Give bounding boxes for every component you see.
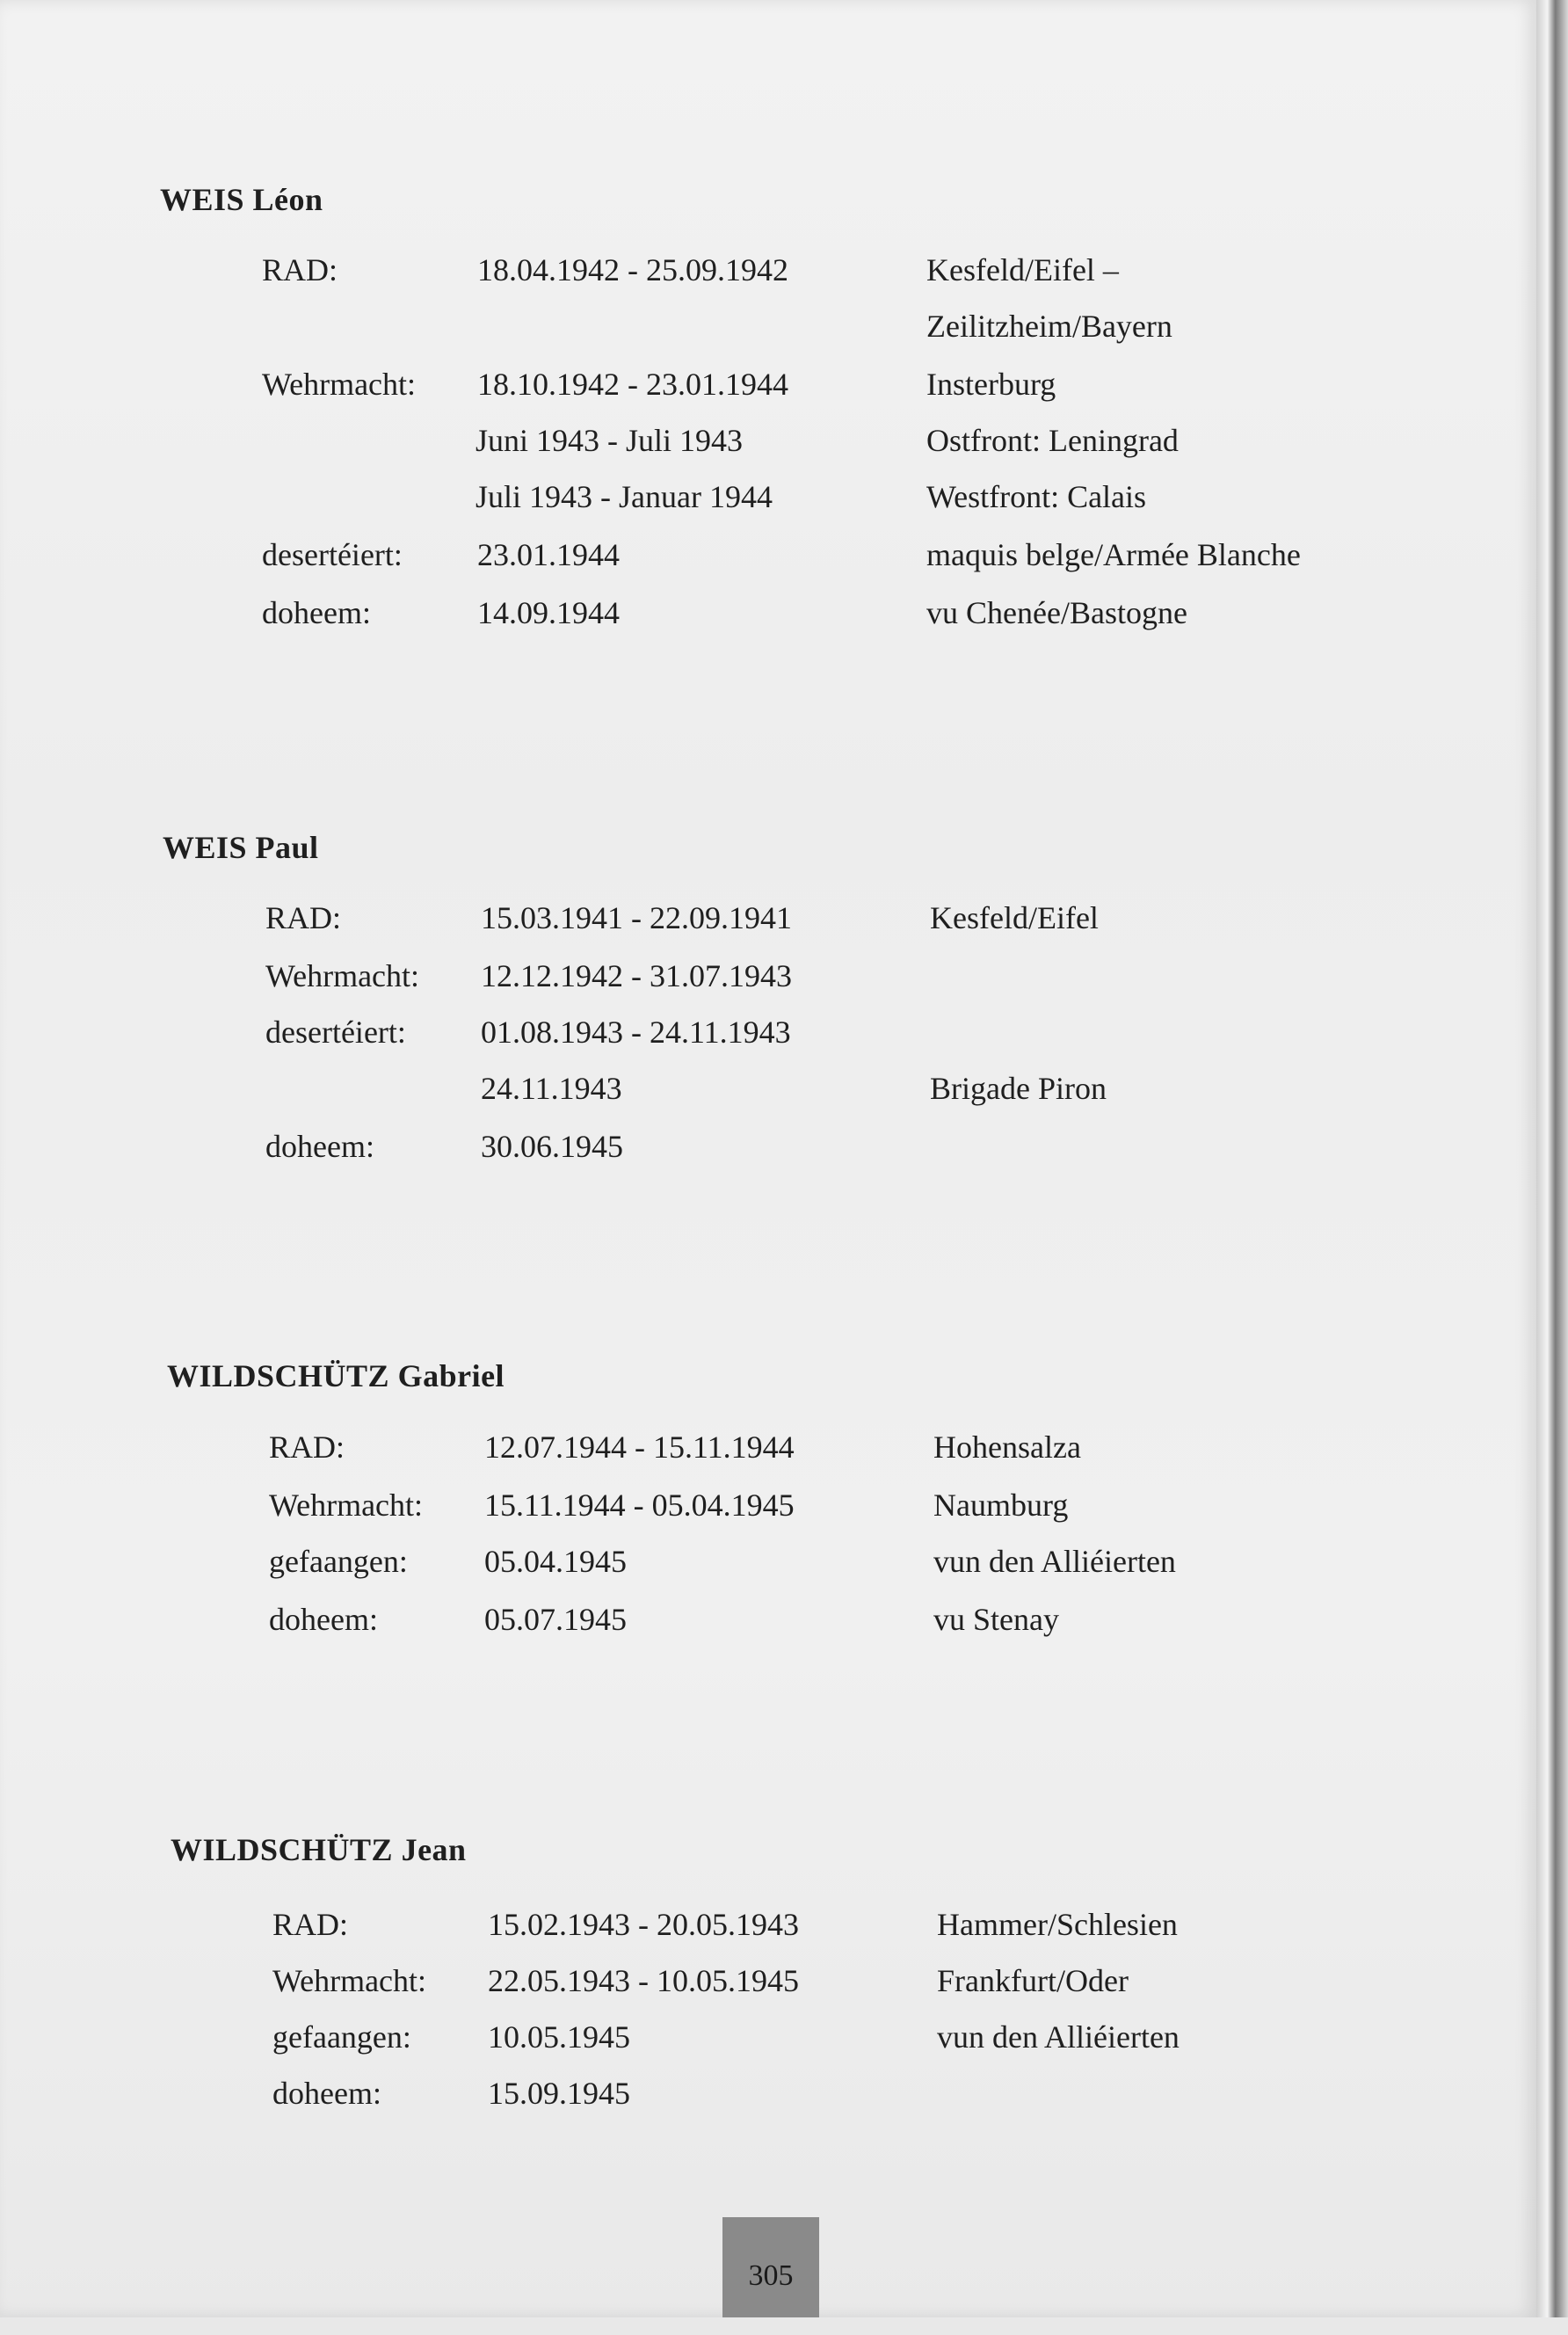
record-place: Hohensalza	[933, 1429, 1081, 1465]
record-date: 30.06.1945	[481, 1129, 623, 1164]
record-date: Juli 1943 - Januar 1944	[475, 479, 773, 514]
record-date: 18.10.1942 - 23.01.1944	[477, 367, 788, 402]
record-date: 22.05.1943 - 10.05.1945	[488, 1963, 799, 1998]
record-date: 05.07.1945	[484, 1602, 627, 1637]
record-place: Insterburg	[926, 367, 1056, 402]
record-label: desertéiert:	[265, 1015, 406, 1050]
record-row	[269, 1419, 1412, 1475]
record-label: gefaangen:	[272, 2019, 411, 2055]
person-name: WEIS Paul	[163, 830, 319, 865]
record-label: RAD:	[269, 1429, 345, 1465]
record-label: doheem:	[265, 1129, 374, 1164]
record-row	[262, 527, 1405, 583]
record-row	[265, 948, 1408, 1004]
record-row	[262, 412, 1405, 469]
record-place: Zeilitzheim/Bayern	[926, 309, 1172, 344]
record-place: Kesfeld/Eifel –	[926, 252, 1119, 287]
page-number: 305	[722, 2217, 819, 2317]
book-edge	[1536, 0, 1568, 2317]
record-place: vu Stenay	[933, 1602, 1059, 1637]
record-date: 15.03.1941 - 22.09.1941	[481, 900, 792, 935]
record-row	[272, 1953, 1415, 2009]
record-place: Kesfeld/Eifel	[930, 900, 1099, 935]
record-date: 01.08.1943 - 24.11.1943	[481, 1015, 791, 1050]
record-row	[265, 890, 1408, 946]
record-place: Naumburg	[933, 1488, 1069, 1523]
record-place: maquis belge/Armée Blanche	[926, 537, 1301, 572]
record-label: Wehrmacht:	[262, 367, 417, 402]
record-row	[262, 585, 1405, 641]
record-label: desertéiert:	[262, 537, 403, 572]
record-label: Wehrmacht:	[269, 1488, 424, 1523]
record-place: Ostfront: Leningrad	[926, 423, 1179, 458]
person-name: WILDSCHÜTZ Gabriel	[167, 1358, 505, 1393]
record-date: Juni 1943 - Juli 1943	[475, 423, 744, 458]
person-name: WILDSCHÜTZ Jean	[171, 1832, 467, 1867]
record-label: RAD:	[262, 252, 338, 287]
record-place: Westfront: Calais	[926, 479, 1147, 514]
record-row	[272, 2009, 1415, 2065]
record-place: Frankfurt/Oder	[937, 1963, 1129, 1998]
record-row	[265, 1118, 1408, 1175]
record-label: RAD:	[272, 1907, 349, 1942]
record-label: doheem:	[262, 595, 371, 630]
record-label: gefaangen:	[269, 1544, 408, 1579]
record-place: Brigade Piron	[930, 1071, 1107, 1106]
record-date: 15.11.1944 - 05.04.1945	[484, 1488, 795, 1523]
record-row	[262, 469, 1405, 525]
record-row	[262, 356, 1405, 412]
record-row	[269, 1477, 1412, 1533]
record-place: vu Chenée/Bastogne	[926, 595, 1187, 630]
record-row	[272, 2065, 1415, 2121]
record-date: 18.04.1942 - 25.09.1942	[477, 252, 788, 287]
record-row	[262, 242, 1405, 298]
record-date: 10.05.1945	[488, 2019, 630, 2055]
record-row	[272, 1896, 1415, 1953]
record-date: 14.09.1944	[477, 595, 620, 630]
record-row	[269, 1533, 1412, 1589]
person-name: WEIS Léon	[160, 182, 323, 217]
record-place: Hammer/Schlesien	[937, 1907, 1178, 1942]
record-row	[265, 1004, 1408, 1060]
record-date: 12.12.1942 - 31.07.1943	[481, 958, 792, 993]
record-label: doheem:	[269, 1602, 378, 1637]
record-date: 15.09.1945	[488, 2076, 630, 2111]
record-date: 24.11.1943	[481, 1071, 622, 1106]
record-date: 12.07.1944 - 15.11.1944	[484, 1429, 795, 1465]
record-row	[262, 298, 1405, 354]
record-row	[269, 1591, 1412, 1648]
record-label: Wehrmacht:	[265, 958, 420, 993]
record-label: doheem:	[272, 2076, 381, 2111]
record-label: Wehrmacht:	[272, 1963, 427, 1998]
record-label: RAD:	[265, 900, 342, 935]
record-date: 15.02.1943 - 20.05.1943	[488, 1907, 799, 1942]
record-place: vun den Alliéierten	[933, 1544, 1176, 1579]
record-date: 05.04.1945	[484, 1544, 627, 1579]
record-row	[265, 1060, 1408, 1117]
record-place: vun den Alliéierten	[937, 2019, 1180, 2055]
record-date: 23.01.1944	[477, 537, 620, 572]
